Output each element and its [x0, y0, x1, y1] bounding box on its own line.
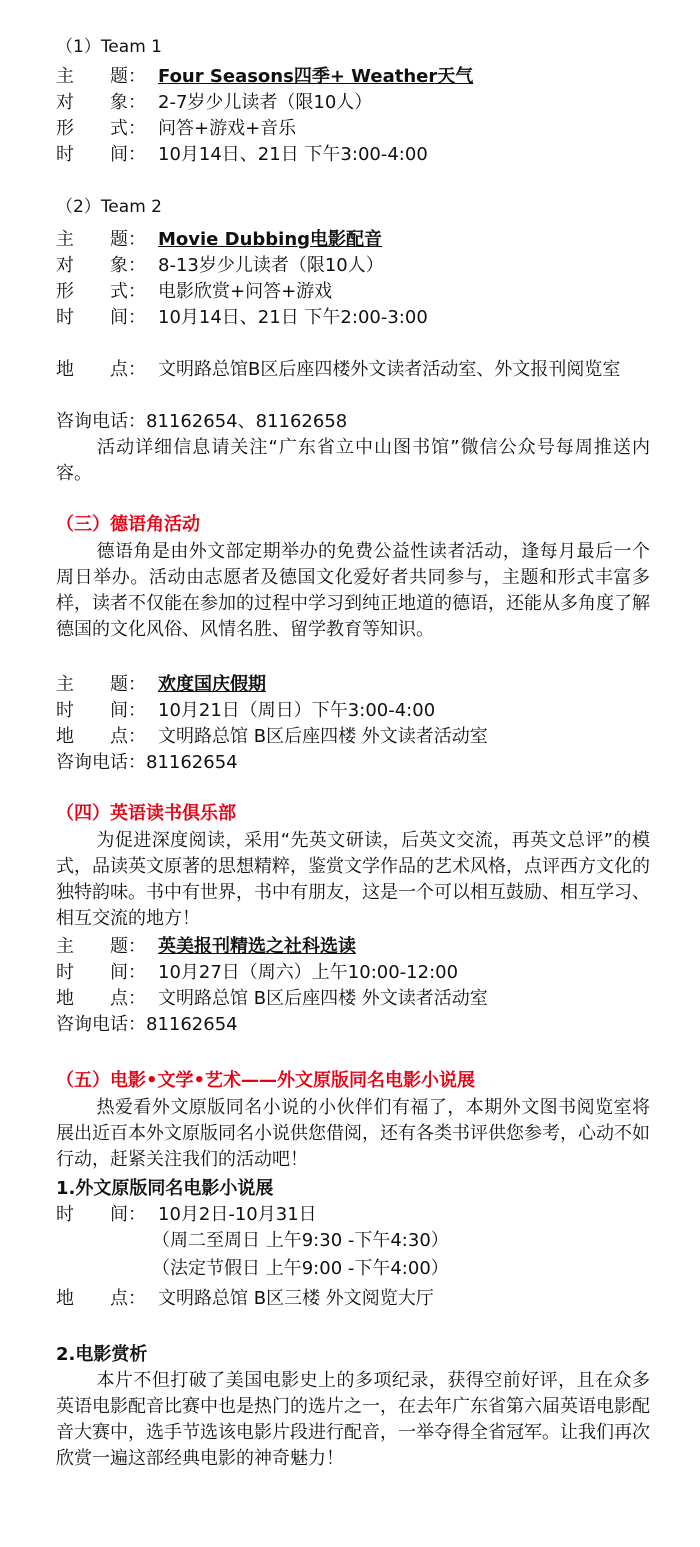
section5-film-intro	[56, 1368, 650, 1472]
location-key: 地 点：	[56, 359, 146, 380]
section3-time-row	[56, 698, 650, 724]
section5-sub1-title: 1.外文原版同名电影小说展	[56, 1178, 274, 1199]
section5-intro	[56, 1095, 650, 1173]
section3-phone: 81162654	[146, 752, 238, 773]
section3-place-row	[56, 724, 650, 750]
section3-intro	[56, 539, 650, 643]
section3-place: 文明路总馆 B区后座四楼 外文读者活动室	[158, 726, 488, 747]
section3-phone-row	[56, 750, 650, 776]
team2-topic: Movie Dubbing电影配音	[158, 229, 383, 250]
section3-topic: 欢度国庆假期	[158, 674, 266, 695]
section4-intro	[56, 828, 650, 932]
team1-audience-key: 对 象：	[56, 92, 146, 113]
team2-topic-key: 主 题：	[56, 229, 146, 250]
section5-hours2: （法定节假日 上午9:00 -下午4:00）	[152, 1258, 449, 1279]
section3-time: 10月21日（周日）下午3:00-4:00	[158, 700, 436, 721]
team2-audience-key: 对 象：	[56, 255, 146, 276]
location-value: 文明路总馆B区后座四楼外文读者活动室、外文报刊阅览室	[158, 359, 621, 380]
team1-audience: 2-7岁少儿读者（限10人）	[158, 92, 373, 113]
team2-heading: （2）Team 2	[56, 197, 162, 217]
section3-place-key: 地 点：	[56, 726, 146, 747]
section4-phone-row	[56, 1012, 650, 1038]
section4-place-row	[56, 986, 650, 1012]
team1-time-row	[56, 142, 650, 168]
team1-format: 问答+游戏+音乐	[158, 118, 297, 139]
team2-audience-row	[56, 253, 650, 279]
section5-place-key: 地 点：	[56, 1288, 146, 1309]
section4-time-key: 时 间：	[56, 962, 146, 983]
section5-time-key: 时 间：	[56, 1204, 146, 1225]
section3-time-key: 时 间：	[56, 700, 146, 721]
team2-time-key: 时 间：	[56, 307, 146, 328]
section3-phone-key: 咨询电话：	[56, 752, 146, 773]
section4-phone-key: 咨询电话：	[56, 1014, 146, 1035]
team2-topic-row	[56, 227, 650, 253]
location-phone-row	[56, 409, 650, 435]
team2-format: 电影欣赏+问答+游戏	[158, 281, 333, 302]
section3-intro-text: 德语角是由外文部定期举办的免费公益性读者活动，逢每月最后一个周日举办。活动由志愿者及德国文化爱好者共同参与，主题和形式丰富多样，读者不仅能在参加的过程中学习到纯正地道的德语，还能从多角度了解德国的文化风俗、风情名胜、留学教育等知识。	[56, 541, 650, 640]
section4-title: （四）英语读书俱乐部	[56, 803, 236, 824]
team1-topic-row	[56, 64, 650, 90]
section4-time-row	[56, 960, 650, 986]
team2-time: 10月14日、21日 下午2:00-3:00	[158, 307, 428, 328]
team2-format-key: 形 式：	[56, 281, 146, 302]
section4-time: 10月27日（周六）上午10:00-12:00	[158, 962, 459, 983]
section4-topic: 英美报刊精选之社科选读	[158, 936, 356, 957]
section5-time: 10月2日-10月31日	[158, 1204, 317, 1225]
section4-place: 文明路总馆 B区后座四楼 外文读者活动室	[158, 988, 488, 1009]
section5-sub2-title: 2.电影赏析	[56, 1344, 148, 1365]
team1-heading: （1）Team 1	[56, 37, 162, 57]
team1-time-key: 时 间：	[56, 144, 146, 165]
location-row	[56, 357, 650, 383]
section3-topic-row	[56, 672, 650, 698]
location-note	[56, 435, 650, 487]
team2-time-row	[56, 305, 650, 331]
section5-time-row	[56, 1202, 650, 1228]
section4-place-key: 地 点：	[56, 988, 146, 1009]
section5-film-intro-text: 本片不但打破了美国电影史上的多项纪录，获得空前好评，且在众多英语电影配音比赛中也是热门的选片之一，在去年广东省第六届英语电影配音大赛中，选手节选该电影片段进行配音，一举夺得全省冠军。让我们再次欣赏一遍这部经典电影的神奇魅力！	[56, 1370, 650, 1469]
section5-title: （五）电影•文学•艺术——外文原版同名电影小说展	[56, 1070, 476, 1091]
team1-time: 10月14日、21日 下午3:00-4:00	[158, 144, 428, 165]
section5-intro-text: 热爱看外文原版同名小说的小伙伴们有福了，本期外文图书阅览室将展出近百本外文原版同名小说供您借阅，还有各类书评供您参考，心动不如行动，赶紧关注我们的活动吧！	[56, 1097, 650, 1170]
location-note-text: 活动详细信息请关注“广东省立中山图书馆”微信公众号每周推送内容。	[56, 437, 650, 484]
section5-place: 文明路总馆 B区三楼 外文阅览大厅	[158, 1288, 434, 1309]
team1-audience-row	[56, 90, 650, 116]
section3-topic-key: 主 题：	[56, 674, 146, 695]
team1-format-key: 形 式：	[56, 118, 146, 139]
team1-format-row	[56, 116, 650, 142]
section4-intro-text: 为促进深度阅读，采用“先英文研读，后英文交流，再英文总评”的模式，品读英文原著的思想精粹，鉴赏文学作品的艺术风格，点评西方文化的独特韵味。书中有世界，书中有朋友，这是一个可以相互鼓励、相互学习、相互交流的地方！	[56, 830, 650, 929]
location-phone-key: 咨询电话：	[56, 411, 146, 432]
location-phone: 81162654、81162658	[146, 411, 348, 432]
section4-topic-key: 主 题：	[56, 936, 146, 957]
section4-phone: 81162654	[146, 1014, 238, 1035]
team1-topic: Four Seasons四季+ Weather天气	[158, 66, 474, 87]
team2-audience: 8-13岁少儿读者（限10人）	[158, 255, 384, 276]
section5-hours1: （周二至周日 上午9:30 -下午4:30）	[152, 1230, 449, 1251]
team1-topic-key: 主 题：	[56, 66, 146, 87]
section4-topic-row	[56, 934, 650, 960]
team2-format-row	[56, 279, 650, 305]
section3-title: （三）德语角活动	[56, 514, 200, 535]
section5-place-row	[56, 1286, 650, 1312]
